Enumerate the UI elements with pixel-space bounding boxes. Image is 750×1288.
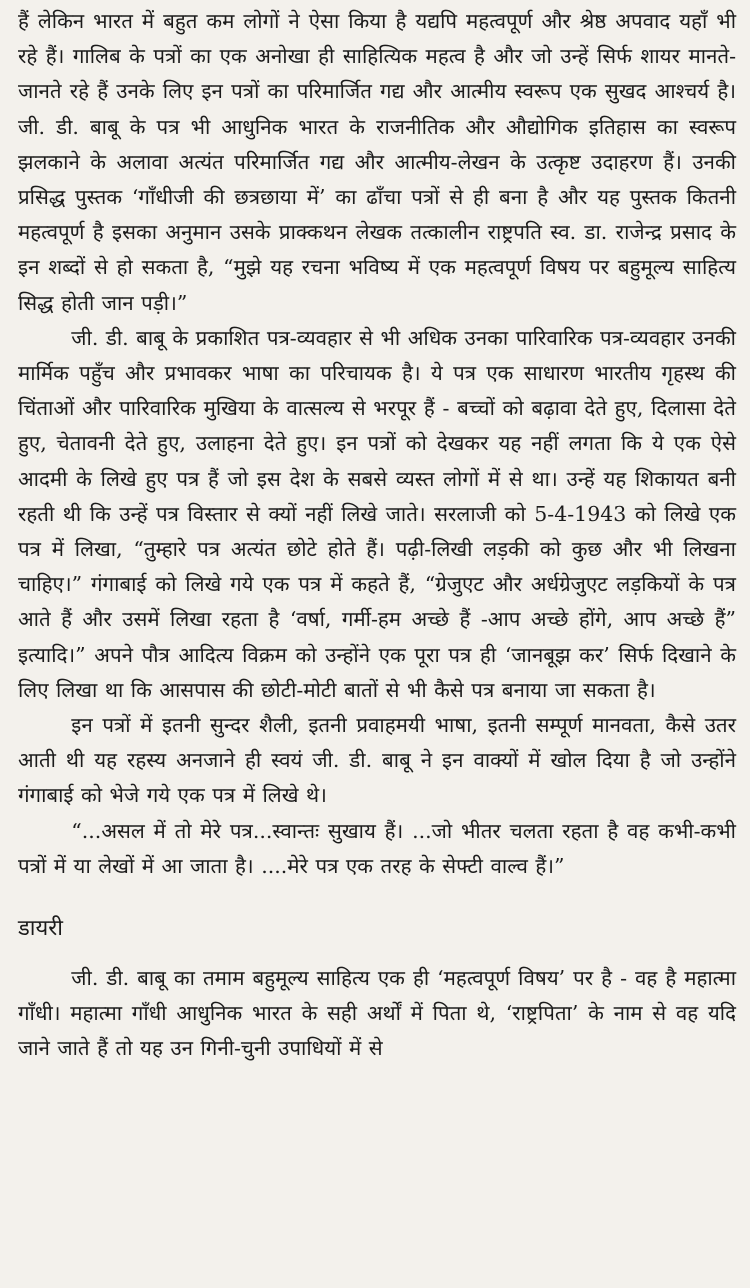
paragraph-letter-style: इन पत्रों में इतनी सुन्दर शैली, इतनी प्रवाहमयी भाषा, इतनी सम्पूर्ण मानवता, कैसे उतर आती थी यह रहस्य अनजाने ही स्वयं जी. डी. बाबू ने इन वाक्यों में खोल दिया है जो उन्होंने गंगाबाई को भेजे गये एक पत्र में लिखे थे। <box>18 713 736 808</box>
section-heading-diary: डायरी <box>18 916 63 942</box>
paragraph-quote: “...असल में तो मेरे पत्र...स्वान्तः सुखाय हैं। ...जो भीतर चलता रहता है वह कभी-कभी पत्रों में या लेखों में आ जाता है। ....मेरे पत्र एक तरह के सेफ्टी वाल्व हैं।” <box>18 818 736 878</box>
paragraph-family-letters: जी. डी. बाबू के प्रकाशित पत्र-व्यवहार से भी अधिक उनका पारिवारिक पत्र-व्यवहार उनकी मार्मिक पहुँच और प्रभावकर भाषा का परिचायक है। ये पत्र एक साधारण भारतीय गृहस्थ की चिंताओं और पारिवारिक मुखिया के वात्सल्य से भरपूर हैं - बच्चों को बढ़ावा देते हुए, दिलासा देते हुए, चेतावनी देते हुए, उलाहना देते हुए। इन पत्रों को देखकर यह नहीं लगता कि ये एक ऐसे आदमी के लिखे हुए पत्र हैं जो इस देश के सबसे व्यस्त लोगों में से था। उन्हें यह शिकायत बनी रहती थी कि उन्हें पत्र विस्तार से क्यों नहीं लिखे जाते। सरलाजी को 5-4-1943 को लिखे एक पत्र में लिखा, “तुम्हारे पत्र अत्यंत छोटे होते हैं। पढ़ी-लिखी लड़की को कुछ और भी लिखना चाहिए।” गंगाबाई को लिखे गये एक पत्र में कहते हैं, “ग्रेजुएट और अर्धग्रेजुएट लड़कियों के पत्र आते हैं और उसमें लिखा रहता है ‘वर्षा, गर्मी-हम अच्छे हैं -आप अच्छे होंगे, आप अच्छे हैं” इत्यादि।” अपने पौत्र आदित्य विक्रम को उन्होंने एक पूरा पत्र ही ‘जानबूझ कर’ सिर्फ दिखाने के लिए लिखा था कि आसपास की छोटी-मोटी बातों से भी कैसे पत्र बनाया जा सकता है। <box>18 325 736 702</box>
paragraph-letters-intro: हैं लेकिन भारत में बहुत कम लोगों ने ऐसा किया है यद्यपि महत्वपूर्ण और श्रेष्ठ अपवाद यहाँ भी रहे हैं। गालिब के पत्रों का एक अनोखा ही साहित्यिक महत्व है और जो उन्हें सिर्फ शायर मानते-जानते रहे हैं उनके लिए इन पत्रों का परिमार्जित गद्य और आत्मीय स्वरूप एक सुखद आश्चर्य है। जी. डी. बाबू के पत्र भी आधुनिक भारत के राजनीतिक और औद्योगिक इतिहास का स्वरूप झलकाने के अलावा अत्यंत परिमार्जित गद्य और आत्मीय-लेखन के उत्कृष्ट उदाहरण हैं। उनकी प्रसिद्ध पुस्तक ‘गाँधीजी की छत्रछाया में’ का ढाँचा पत्रों से ही बना है और यह पुस्तक कितनी महत्वपूर्ण है इसका अनुमान उसके प्राक्कथन लेखक तत्कालीन राष्ट्रपति स्व. डा. राजेन्द्र प्रसाद के इन शब्दों से हो सकता है, “मुझे यह रचना भविष्य में एक महत्वपूर्ण विषय पर बहुमूल्य साहित्य सिद्ध होती जान पड़ी।” <box>18 9 736 315</box>
paragraph-diary: जी. डी. बाबू का तमाम बहुमूल्य साहित्य एक ही ‘महत्वपूर्ण विषय’ पर है - वह है महात्मा गाँधी। महात्मा गाँधी आधुनिक भारत के सही अर्थों में पिता थे, ‘राष्ट्रपिता’ के नाम से वह यदि जाने जाते हैं तो यह उन गिनी-चुनी उपाधियों में से <box>18 966 736 1061</box>
